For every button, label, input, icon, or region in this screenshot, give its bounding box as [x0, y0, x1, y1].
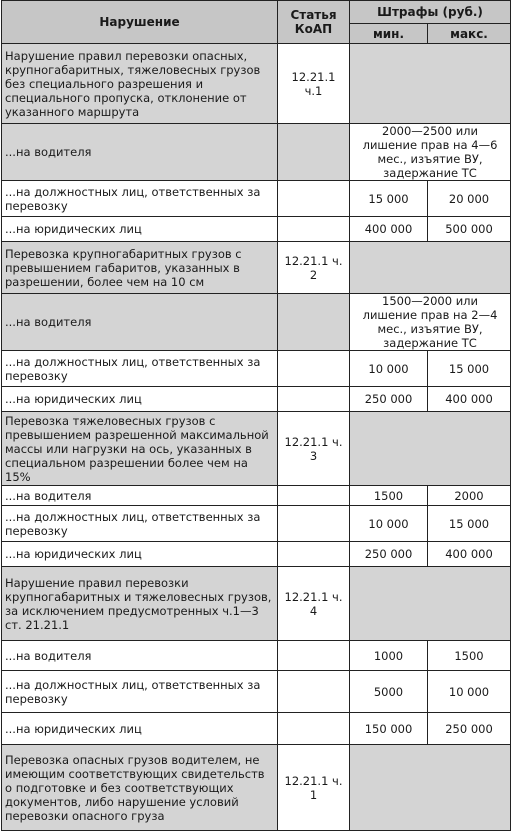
table-row	[2, 387, 511, 412]
violation-subject-cell: ...на водителя	[2, 124, 278, 181]
fine-empty-cell	[350, 745, 511, 831]
header-fines: Штрафы (руб.)	[350, 1, 511, 24]
violation-subject-cell: ...на должностных лиц, ответственных за перевозку	[2, 506, 278, 542]
article-cell: 12.21.1 ч. 2	[278, 242, 350, 294]
header-min: мин.	[350, 24, 428, 44]
fine-empty-cell	[350, 567, 511, 641]
article-empty-cell	[278, 542, 350, 567]
fine-min-cell: 250 000	[350, 542, 428, 567]
article-empty-cell	[278, 641, 350, 671]
violation-subject-cell: ...на водителя	[2, 486, 278, 506]
fine-min-cell: 400 000	[350, 217, 428, 242]
article-empty-cell	[278, 506, 350, 542]
article-cell: 12.21.1 ч. 3	[278, 412, 350, 486]
table-row	[2, 486, 511, 506]
fine-max-cell: 250 000	[428, 713, 511, 745]
violation-subject-cell: ...на водителя	[2, 294, 278, 351]
table-row	[2, 542, 511, 567]
violation-subject-cell: ...на юридических лиц	[2, 713, 278, 745]
fine-max-cell: 15 000	[428, 351, 511, 387]
article-empty-cell	[278, 671, 350, 713]
article-empty-cell	[278, 713, 350, 745]
table-row	[2, 242, 511, 294]
table-row	[2, 44, 511, 124]
table-row	[2, 745, 511, 831]
violation-cell: Перевозка тяжеловесных грузов с превышением разрешенной максимальной массы или нагрузки на ось, указанных в специальном разрешении более чем на 15%	[2, 412, 278, 486]
fine-min-cell: 1500	[350, 486, 428, 506]
violation-subject-cell: ...на должностных лиц, ответственных за перевозку	[2, 351, 278, 387]
table-row	[2, 567, 511, 641]
violation-subject-cell: ...на юридических лиц	[2, 542, 278, 567]
table-row	[2, 713, 511, 745]
fine-min-cell: 1000	[350, 641, 428, 671]
fine-empty-cell	[350, 44, 511, 124]
header-violation: Нарушение	[2, 1, 278, 44]
article-cell: 12.21.1 ч. 4	[278, 567, 350, 641]
violation-subject-cell: ...на юридических лиц	[2, 387, 278, 412]
fine-combined-cell: 1500—2000 или лишение прав на 2—4 мес., изъятие ВУ, задержание ТС	[350, 294, 511, 351]
fine-min-cell: 5000	[350, 671, 428, 713]
article-empty-cell	[278, 124, 350, 181]
article-cell: 12.21.1 ч. 1	[278, 745, 350, 831]
fine-min-cell: 250 000	[350, 387, 428, 412]
table-row	[2, 641, 511, 671]
article-empty-cell	[278, 351, 350, 387]
table-row	[2, 124, 511, 181]
fine-max-cell: 10 000	[428, 671, 511, 713]
fine-max-cell: 15 000	[428, 506, 511, 542]
fine-min-cell: 10 000	[350, 351, 428, 387]
fine-max-cell: 2000	[428, 486, 511, 506]
fine-max-cell: 1500	[428, 641, 511, 671]
fine-max-cell: 400 000	[428, 387, 511, 412]
article-empty-cell	[278, 387, 350, 412]
fine-min-cell: 15 000	[350, 181, 428, 217]
fine-max-cell: 400 000	[428, 542, 511, 567]
fine-max-cell: 500 000	[428, 217, 511, 242]
violation-cell: Перевозка крупногабаритных грузов с превышением габаритов, указанных в разрешении, более чем на 10 см	[2, 242, 278, 294]
fine-empty-cell	[350, 242, 511, 294]
violation-subject-cell: ...на юридических лиц	[2, 217, 278, 242]
fine-min-cell: 150 000	[350, 713, 428, 745]
table-row	[2, 181, 511, 217]
violation-subject-cell: ...на должностных лиц, ответственных за перевозку	[2, 181, 278, 217]
fine-max-cell: 20 000	[428, 181, 511, 217]
fine-min-cell: 10 000	[350, 506, 428, 542]
fine-combined-cell: 2000—2500 или лишение прав на 4—6 мес., изъятие ВУ, задержание ТС	[350, 124, 511, 181]
violation-cell: Нарушение правил перевозки крупногабаритных и тяжеловесных грузов, за исключением предусмотренных ч.1—3 ст. 21.21.1	[2, 567, 278, 641]
table-row	[2, 412, 511, 486]
violation-subject-cell: ...на должностных лиц, ответственных за перевозку	[2, 671, 278, 713]
fines-table	[1, 0, 511, 831]
violation-cell: Перевозка опасных грузов водителем, не имеющим соответствующих свидетельств о подготовке и без соответствующих документов, либо нарушение условий перевозки опасного груза	[2, 745, 278, 831]
header-max: макс.	[428, 24, 511, 44]
violation-cell: Нарушение правил перевозки опасных, крупногабаритных, тяжеловесных грузов без специального разрешения и специального пропуска, отклонение от указанного маршрута	[2, 44, 278, 124]
article-empty-cell	[278, 181, 350, 217]
table-row	[2, 506, 511, 542]
article-empty-cell	[278, 486, 350, 506]
fine-empty-cell	[350, 412, 511, 486]
article-empty-cell	[278, 294, 350, 351]
table-row	[2, 294, 511, 351]
article-cell: 12.21.1 ч.1	[278, 44, 350, 124]
violation-subject-cell: ...на водителя	[2, 641, 278, 671]
table-body	[2, 44, 511, 831]
table-row	[2, 217, 511, 242]
table-row	[2, 671, 511, 713]
table-row	[2, 351, 511, 387]
header-article: Статья КоАП	[278, 1, 350, 44]
article-empty-cell	[278, 217, 350, 242]
